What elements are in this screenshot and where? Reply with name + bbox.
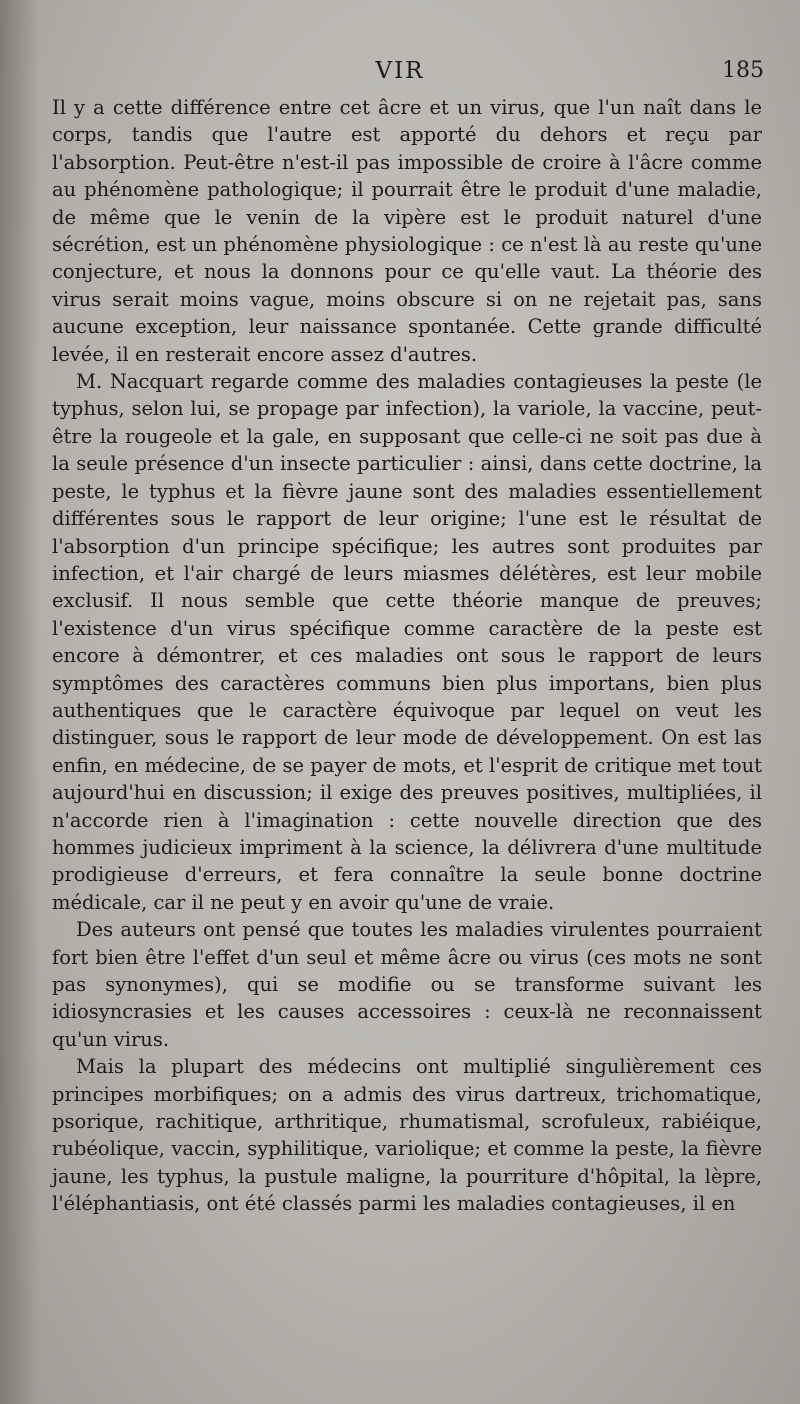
running-title: VIR bbox=[375, 58, 425, 84]
paragraph: Des auteurs ont pensé que toutes les maladies virulentes pourraient fort bien être l'effet d'un seul et même âcre ou virus (ces mots ne sont pas synonymes), qui se modifie ou se transforme suivant les idiosyncrasies et les causes accessoires : ceux-là ne reconnaissent qu'un virus. bbox=[52, 918, 762, 1051]
page-gutter-shadow bbox=[0, 0, 40, 1404]
paragraph: Mais la plupart des médecins ont multiplié singulièrement ces principes morbifiques; on a admis des virus dartreux, trichomatique, psorique, rachitique, arthritique, rhumatismal, scrofuleux, rabiéique, rubéolique, vaccin, syphilitique, variolique; et comme la peste, la fièvre jaune, les typhus, la pustule maligne, la pourriture d'hôpital, la lèpre, l'éléphantiasis, ont été classés parmi les maladies contagieuses, il en bbox=[52, 1055, 762, 1216]
paragraph: Il y a cette différence entre cet âcre et un virus, que l'un naît dans le corps, tandis que l'autre est apporté du dehors et reçu par l'absorption. Peut-être n'est-il pas impossible de croire à l'âcre comme au phénomène pathologique; il pourrait être le produit d'une maladie, de même que le venin de la vipère est le produit naturel d'une sécrétion, est un phénomène physiologique : ce n'est là au reste qu'une conjecture, et nous la donnons pour ce qu'elle vaut. La théorie des virus serait moins vague, moins obscure si on ne rejetait pas, sans aucune exception, leur naissance spontanée. Cette grande difficulté levée, il en resterait encore assez d'autres. bbox=[52, 96, 762, 366]
body-text bbox=[52, 94, 762, 1218]
page-number: 185 bbox=[722, 58, 764, 83]
paragraph: M. Nacquart regarde comme des maladies contagieuses la peste (le typhus, selon lui, se propage par infection), la variole, la vaccine, peut-être la rougeole et la gale, en supposant que celle-ci ne soit pas due à la seule présence d'un insecte particulier : ainsi, dans cette doctrine, la peste, le typhus et la fièvre jaune sont des maladies essentiellement différentes sous le rapport de leur origine; l'une est le résultat de l'absorption d'un principe spécifique; les autres sont produites par infection, et l'air chargé de leurs miasmes délétères, est leur mobile exclusif. Il nous semble que cette théorie manque de preuves; l'existence d'un virus spécifique comme caractère de la peste est encore à démontrer, et ces maladies ont sous le rapport de leurs symptômes des caractères communs bien plus importans, bien plus authentiques que le caractère équivoque par lequel on veut les distinguer, sous le rapport de leur mode de développement. On est las enfin, en médecine, de se payer de mots, et l'esprit de critique met tout aujourd'hui en discussion; il exige des preuves positives, multipliées, il n'accorde rien à l'imagination : cette nouvelle direction que des hommes judicieux impriment à la science, la délivrera d'une multitude prodigieuse d'erreurs, et fera connaître la seule bonne doctrine médicale, car il ne peut y en avoir qu'une de vraie. bbox=[52, 370, 762, 914]
page-header bbox=[36, 58, 764, 92]
